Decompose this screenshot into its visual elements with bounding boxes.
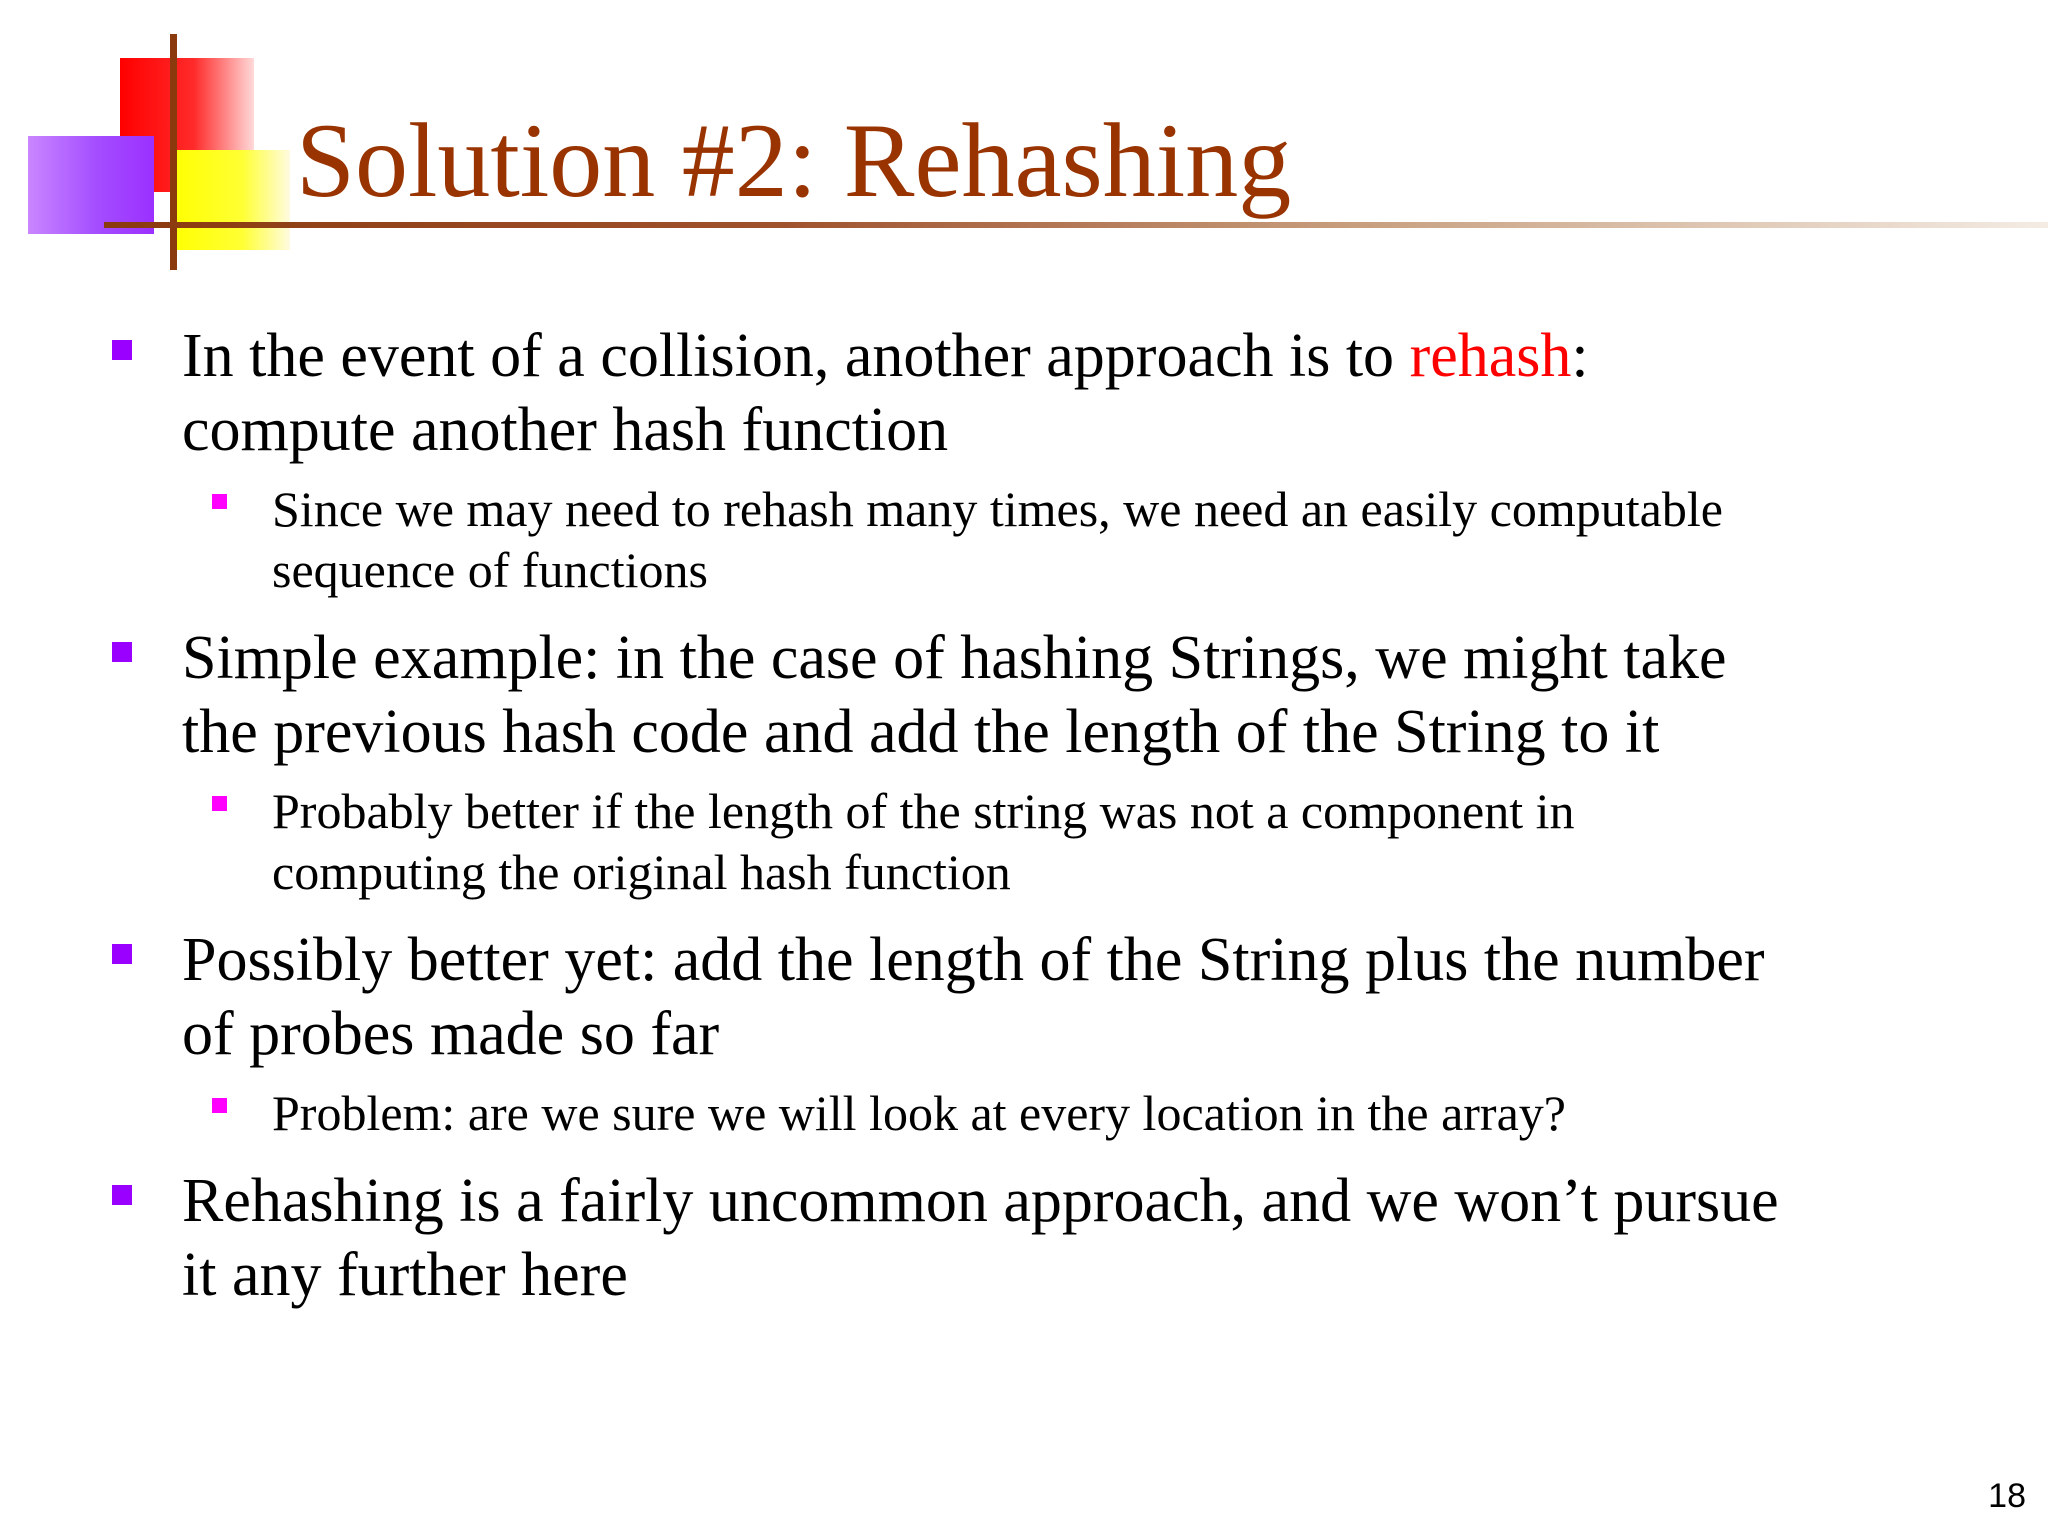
bullet-3-line-1: Possibly better yet: add the length of the String plus the number <box>182 926 1765 994</box>
sub-bullet-item-1 <box>272 479 1992 601</box>
page-number: 18 <box>1988 1477 2026 1515</box>
bullet-item-4 <box>182 1164 1982 1312</box>
vertical-line-decoration <box>170 34 177 270</box>
yellow-square-decoration <box>170 150 290 250</box>
bullet-3-line-2: of probes made so far <box>182 1000 720 1068</box>
sub-bullet-1-line-2: sequence of functions <box>272 542 708 598</box>
bullet-marker <box>112 642 132 662</box>
rehash-highlight: rehash <box>1409 322 1572 390</box>
sub-bullet-3-line-1: Problem: are we sure we will look at every location in the array? <box>272 1085 1566 1141</box>
sub-bullet-marker <box>212 1098 227 1113</box>
slide-title: Solution #2: Rehashing <box>296 102 1292 219</box>
bullet-1-line-2-text: compute another hash function <box>182 396 949 464</box>
sub-bullet-item-3 <box>272 1083 1992 1144</box>
title-underline <box>104 222 2048 228</box>
bullet-4-line-2: it any further here <box>182 1241 628 1309</box>
sub-bullet-1-line-1: Since we may need to rehash many times, we need an easily computable <box>272 481 1723 537</box>
sub-bullet-marker <box>212 796 227 811</box>
bullet-marker <box>112 340 132 360</box>
bullet-marker <box>112 944 132 964</box>
bullet-2-line-2: the previous hash code and add the length of the String to it <box>182 698 1660 766</box>
bullet-2-line-1: Simple example: in the case of hashing Strings, we might take <box>182 624 1727 692</box>
bullet-item-3 <box>182 923 1982 1071</box>
sub-bullet-marker <box>212 494 227 509</box>
bullet-1-line-1-colon: : <box>1571 322 1589 390</box>
bullet-item-1 <box>182 319 1982 467</box>
bullet-marker <box>112 1185 132 1205</box>
bullet-4-line-1: Rehashing is a fairly uncommon approach, and we won’t pursue <box>182 1167 1779 1235</box>
sub-bullet-2-line-2: computing the original hash function <box>272 844 1011 900</box>
bullet-item-2 <box>182 621 1982 769</box>
bullet-1-line-1-text: In the event of a collision, another approach is to <box>182 322 1410 390</box>
sub-bullet-2-line-1: Probably better if the length of the string was not a component in <box>272 783 1575 839</box>
purple-square-decoration <box>28 136 154 234</box>
sub-bullet-item-2 <box>272 781 1992 903</box>
